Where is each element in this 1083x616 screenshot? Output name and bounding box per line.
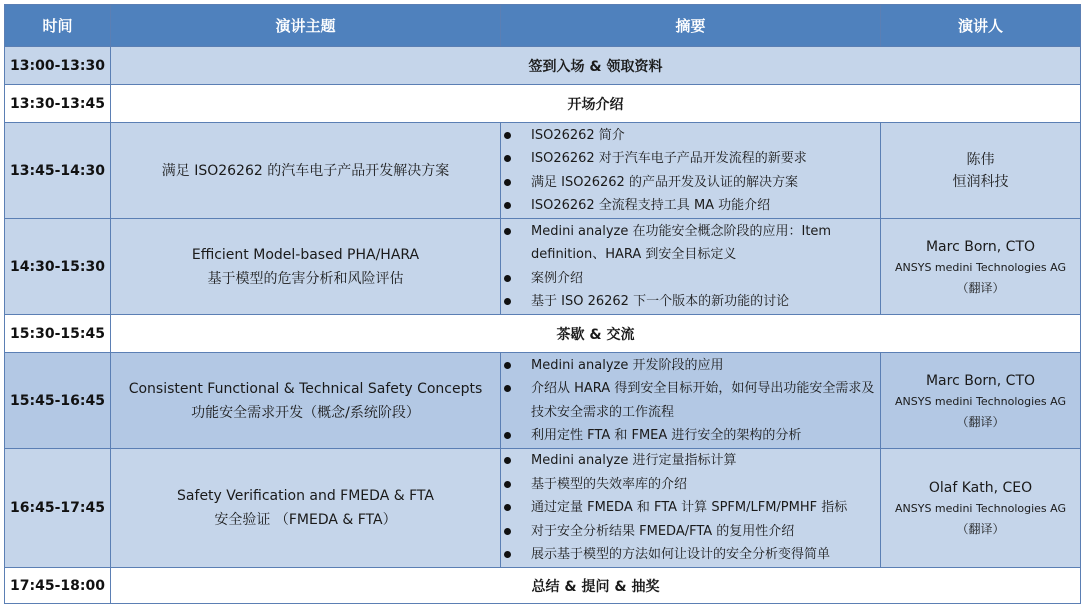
summary-cell	[501, 219, 881, 315]
header-time: 时间	[5, 5, 111, 47]
topic-cell	[111, 123, 501, 219]
speaker-name: Olaf Kath, CEO	[928, 480, 1033, 496]
table-row	[5, 219, 1081, 315]
time-cell: 16:45-17:45	[5, 449, 111, 568]
speaker-org: ANSYS medini Technologies AG	[895, 394, 1066, 408]
summary-item: 介绍从 HARA 得到安全目标开始，如何导出功能安全需求及技术安全需求的工作流程	[501, 377, 880, 424]
table-row	[5, 353, 1081, 449]
session-cell: 总结 & 提问 & 抽奖	[111, 568, 1081, 604]
table-row	[5, 85, 1081, 123]
topic-cell	[111, 353, 501, 449]
summary-item: 对于安全分析结果 FMEDA/FTA 的复用性介绍	[501, 520, 880, 544]
speaker-org: ANSYS medini Technologies AG	[895, 260, 1066, 274]
topic-title-en: Safety Verification and FMEDA & FTA	[177, 488, 434, 504]
speaker-note: （翻译）	[956, 414, 1005, 429]
time-cell: 15:45-16:45	[5, 353, 111, 449]
header-topic: 演讲主题	[111, 5, 501, 47]
summary-item: 展示基于模型的方法如何让设计的安全分析变得简单	[501, 543, 880, 567]
summary-list	[501, 124, 880, 218]
topic-title-cn: 功能安全需求开发（概念/系统阶段）	[191, 404, 420, 421]
summary-cell	[501, 353, 881, 449]
summary-item: ISO26262 对于汽车电子产品开发流程的新要求	[501, 147, 880, 171]
summary-list	[501, 220, 880, 314]
header-row	[5, 5, 1081, 47]
topic-cell	[111, 219, 501, 315]
summary-item: Medini analyze 开发阶段的应用	[501, 354, 880, 378]
time-cell: 13:45-14:30	[5, 123, 111, 219]
topic-title-en: Efficient Model-based PHA/HARA	[191, 246, 420, 263]
agenda-table	[4, 4, 1081, 604]
summary-item: 利用定性 FTA 和 FMEA 进行安全的架构的分析	[501, 424, 880, 448]
speaker-org: 恒润科技	[952, 173, 1009, 190]
speaker-name: Marc Born, CTO	[925, 238, 1036, 255]
summary-item: ISO26262 简介	[501, 124, 880, 148]
table-row	[5, 123, 1081, 219]
table-row	[5, 568, 1081, 604]
time-cell: 13:30-13:45	[5, 85, 111, 123]
summary-item: ISO26262 全流程支持工具 MA 功能介绍	[501, 194, 880, 218]
topic-cell	[111, 449, 501, 568]
topic-title: 满足 ISO26262 的汽车电子产品开发解决方案	[161, 162, 450, 179]
summary-item: 案例介绍	[501, 267, 880, 291]
time-cell: 13:00-13:30	[5, 47, 111, 85]
session-cell: 茶歇 & 交流	[111, 315, 1081, 353]
time-cell: 17:45-18:00	[5, 568, 111, 604]
session-cell: 签到入场 & 领取资料	[111, 47, 1081, 85]
summary-item: 基于 ISO 26262 下一个版本的新功能的讨论	[501, 290, 880, 314]
speaker-name: 陈伟	[966, 151, 995, 168]
topic-title-cn: 基于模型的危害分析和风险评估	[207, 270, 404, 287]
summary-list	[501, 354, 880, 448]
summary-item: 满足 ISO26262 的产品开发及认证的解决方案	[501, 171, 880, 195]
speaker-cell	[881, 219, 1081, 315]
table-row	[5, 47, 1081, 85]
table-row	[5, 449, 1081, 568]
summary-cell	[501, 123, 881, 219]
summary-item: 通过定量 FMEDA 和 FTA 计算 SPFM/LFM/PMHF 指标	[501, 496, 880, 520]
topic-title-en: Consistent Functional & Technical Safety Concepts	[128, 380, 483, 397]
speaker-cell	[881, 449, 1081, 568]
time-cell: 15:30-15:45	[5, 315, 111, 353]
speaker-org: ANSYS medini Technologies AG	[895, 502, 1066, 515]
speaker-note: （翻译）	[956, 280, 1005, 295]
speaker-cell	[881, 123, 1081, 219]
table-row	[5, 315, 1081, 353]
summary-item: 基于模型的失效率库的介绍	[501, 473, 880, 497]
summary-cell	[501, 449, 881, 568]
summary-item: Medini analyze 在功能安全概念阶段的应用：Item definition、HARA 到安全目标定义	[501, 220, 880, 267]
topic-title-cn: 安全验证 （FMEDA & FTA）	[214, 512, 397, 528]
summary-list	[501, 449, 880, 567]
speaker-name: Marc Born, CTO	[925, 372, 1036, 389]
header-summary: 摘要	[501, 5, 881, 47]
session-cell: 开场介绍	[111, 85, 1081, 123]
speaker-note: （翻译）	[956, 522, 1005, 536]
summary-item: Medini analyze 进行定量指标计算	[501, 449, 880, 473]
header-speaker: 演讲人	[881, 5, 1081, 47]
speaker-cell	[881, 353, 1081, 449]
time-cell: 14:30-15:30	[5, 219, 111, 315]
